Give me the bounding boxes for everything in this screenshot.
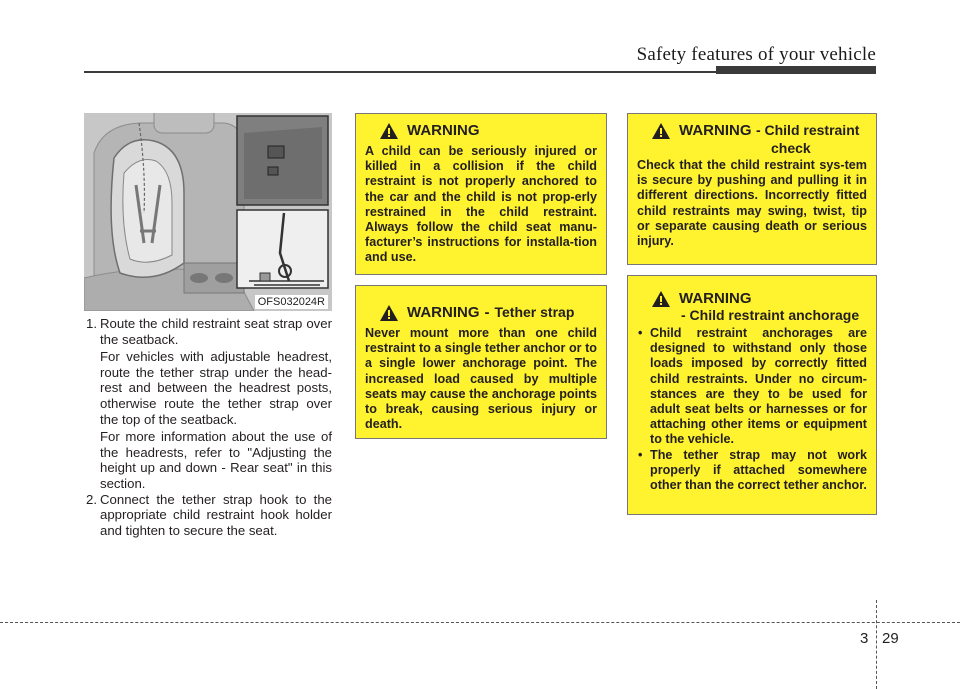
warning-box-tether-strap (355, 285, 607, 439)
warning-text: Check that the child restraint sys-tem is secure by pushing and pulling it in different directions. Incorrectly fitted child restraints may swing, twist, tip or separate causing death or serious injury. (637, 158, 867, 249)
warning-dash: - (484, 304, 490, 321)
warning-bullet-list (637, 326, 867, 493)
warning-bullet: • The tether strap may not work properly if attached somewhere other than the correct tether anchor. (637, 448, 867, 494)
step-number: 1. (86, 316, 97, 331)
header-rule-accent (716, 66, 876, 74)
warning-title: WARNING (407, 122, 480, 139)
installation-steps (86, 316, 332, 538)
warning-header (365, 122, 597, 140)
footer-rule (0, 622, 960, 623)
warning-subtitle: - Child restraint anchorage (681, 307, 860, 323)
warning-text: A child can be seriously injured or killed in a collision if the child restraint is not properly anchored to the car and the child is not prop-erly restrained in the child restraint. Always follow the child seat manu-facturer’s instructions for installa-tion and use. (365, 144, 597, 265)
header-title: Safety features of your vehicle (636, 44, 876, 65)
warning-subtitle-line2: check (771, 140, 811, 156)
child-seat-drawing (84, 113, 332, 311)
warning-title: WARNING (407, 304, 480, 321)
step-2 (86, 492, 332, 539)
warning-box-restraint-check (627, 113, 877, 265)
warning-header (637, 290, 867, 323)
warning-header (365, 304, 597, 322)
warning-box-child-restraint (355, 113, 607, 275)
warning-triangle-icon (651, 122, 671, 140)
warning-header (637, 122, 867, 156)
warning-triangle-icon (379, 122, 399, 140)
warning-title: WARNING (679, 122, 752, 139)
warning-box-restraint-anchorage (627, 275, 877, 515)
step-text: Connect the tether strap hook to the appropriate child restraint hook holder and tighten to secure the seat. (100, 491, 332, 538)
step-number: 2. (86, 491, 97, 507)
step-text: Route the child restraint seat strap over the seatback. (100, 316, 332, 347)
warning-subtitle: Tether strap (494, 304, 575, 320)
footer-divider (876, 600, 877, 689)
chapter-number: 3 (860, 630, 869, 647)
step-text: For more information about the use of the headrests, refer to "Adjusting the height up and down - Rear seat" in this section. (100, 429, 332, 491)
warning-triangle-icon (651, 290, 671, 308)
child-seat-illustration (84, 113, 332, 311)
header-rule (84, 71, 718, 73)
step-1 (86, 316, 332, 492)
warning-bullet: • Child restraint anchorages are designed to withstand only those loads imposed by correctly fitted child restraints. Under no circum-stances are they to be used for adult seat belts or harnesses or for attaching other items or equipment to the vehicle. (637, 326, 867, 448)
step-text: For vehicles with adjustable headrest, route the tether strap under the head-rest and between the headrest posts, otherwise route the tether strap over the top of the seatback. (100, 349, 332, 427)
warning-subtitle: - Child restraint (755, 122, 860, 138)
figure-code: OFS032024R (255, 295, 328, 309)
warning-triangle-icon (379, 304, 399, 322)
warning-text: Never mount more than one child restraint to a single tether anchor or to a single lower anchorage point. The increased load caused by multiple seats may cause the anchorage points to break, causing serious injury or death. (365, 326, 597, 432)
warning-title: WARNING (679, 290, 752, 307)
page-number: 29 (882, 630, 899, 647)
